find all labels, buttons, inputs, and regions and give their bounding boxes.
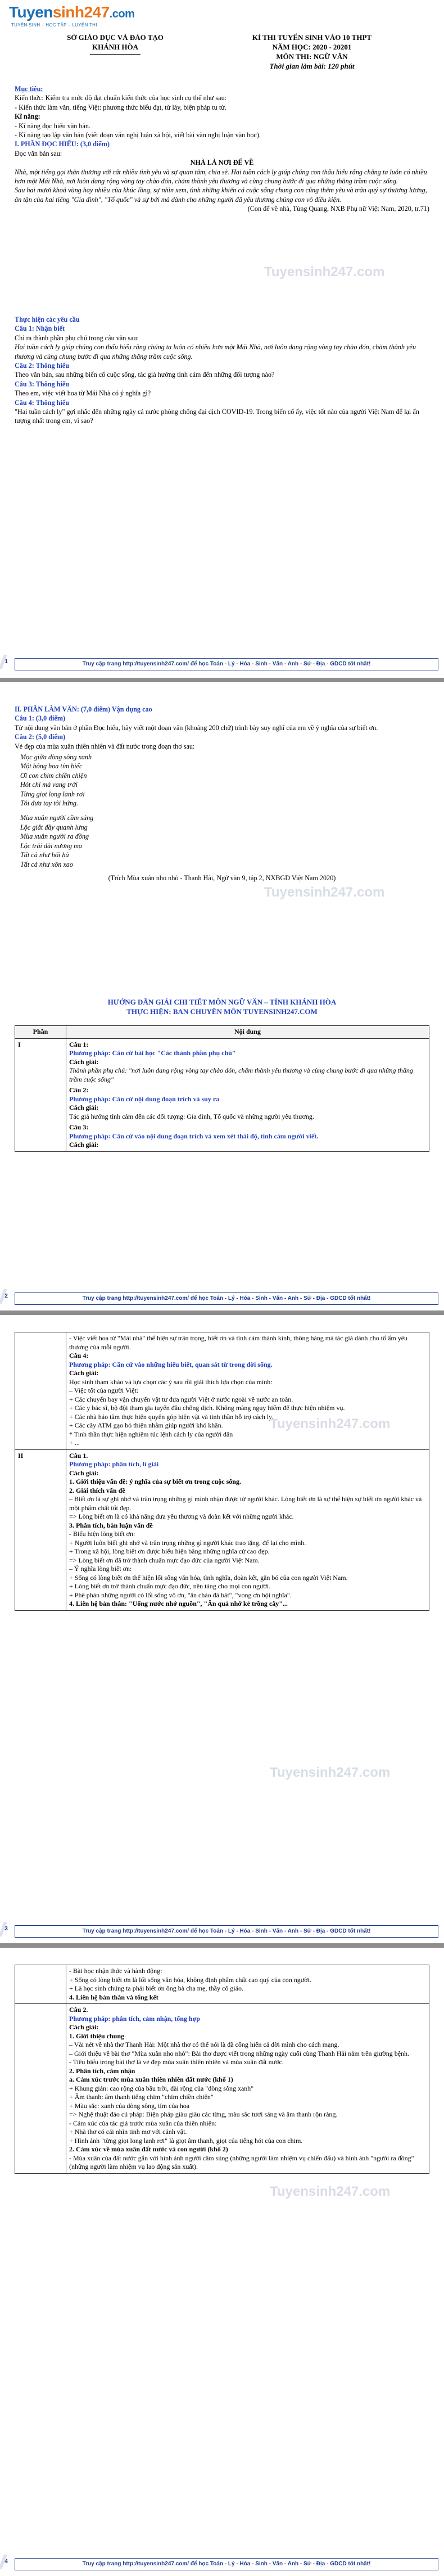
header-right (202, 33, 422, 71)
list-item: 1. Giới thiệu vấn đề: ý nghĩa của sự biết ơn trong cuộc sống. (69, 1478, 241, 1485)
read-prompt: Đọc văn bản sau: (15, 149, 62, 157)
table-row (15, 1038, 429, 1151)
list-item: + Khung giản: cao rộng của bầu trời, dài rộng của "dòng sông xanh" (69, 2084, 254, 2092)
list-item: 4. Liên hệ bản thân: "Uống nước nhớ nguồn", "Ăn quả nhớ kẻ trồng cây"... (69, 1600, 288, 1607)
header-left-rule (90, 54, 141, 55)
part-label (15, 2004, 66, 2174)
c2-title: Câu 2: (5,0 điểm) (15, 733, 66, 741)
list-item: * Tinh thần thực hiện nghiêm túc lệnh cách ly của người dân (69, 1430, 233, 1438)
province-name: KHÁNH HÒA (92, 43, 138, 51)
list-item: + ... (69, 1439, 80, 1447)
list-item: - Biểu hiện lòng biết ơn: (69, 1530, 135, 1538)
method-text: Phương pháp: Căn cứ nội dung đoạn trích và suy ra (69, 1095, 220, 1103)
poem-line: Một bông hoa tím biếc (20, 762, 83, 771)
c1-text: Từ nội dung văn bản ở phần Đọc hiểu, hãy viết một đoạn văn (khoảng 200 chữ) trình bày suy nghĩ của em về ý nghĩa của sự biết ơn. (15, 723, 378, 732)
objectives-title: Mục tiêu: (15, 85, 43, 93)
list-item: + Lòng biết ơn trở thành chuẩn mực đạo đức, nền tảng cho mọi con người. (69, 1582, 271, 1590)
poem-line: Mọc giữa dòng sông xanh (20, 753, 92, 762)
dept-name: SỞ GIÁO DỤC VÀ ĐÀO TẠO (67, 33, 164, 42)
watermark: Tuyensinh247.com (270, 1416, 391, 1431)
passage-title: NHÀ LÀ NƠI ĐỂ VỀ (190, 159, 254, 167)
method-text: Phương pháp: Căn cứ bài học "Các thành phần phụ chú" (69, 1049, 236, 1057)
list-item: + Trong xã hội, lòng biết ơn được biểu hiện bằng những nghĩa cử cao đẹp. (69, 1547, 270, 1555)
poem-line: Mùa xuân người cầm súng (20, 814, 94, 822)
q4-text: "Hai tuần cách ly" gợi nhắc đến những ngày cả nước phòng chống đại dịch COVID-19. Trong biến cố ấy, việc tốt nào của người Việt Nam để lại ấn tượng nhất trong em, vì sao? (15, 408, 419, 425)
list-item: + Là học sinh chúng ta phải biết ơn ông bà cha mẹ, thầy cô giáo. (69, 1984, 244, 1992)
list-item: - Bài học nhận thức và hành động: (69, 1967, 162, 1975)
question-label: Câu 3: (69, 1123, 89, 1131)
question-label: Câu 1: (69, 1040, 89, 1048)
watermark: Tuyensinh247.com (270, 2184, 391, 2199)
footer-link-bar[interactable]: Truy cập trang http://tuyensinh247.com/ để học Toán - Lý - Hóa - Sinh - Văn - Anh - Sử - Địa - GDCD tốt nhất! (15, 658, 438, 670)
table-row (15, 1449, 429, 1610)
answer-cell (66, 2004, 429, 2174)
questions-block (15, 315, 429, 426)
answer-text: Tác giả hướng tình cảm đến các đối tượng: Gia đình, Tổ quốc và những người yêu thương. (69, 1112, 314, 1120)
answer-text: Thành phần phụ chú: "nơi luôn dang rộng vòng tay chào đón, chăm thành yêu thương và cùng chung bước đi qua những thăng trầm cuộc sống" (69, 1066, 413, 1083)
page-number: 2 (2, 1292, 10, 1300)
poem-line: Tôi đưa tay tôi hứng. (20, 799, 79, 808)
logo-tld: .com (109, 8, 135, 20)
q2-text: Theo văn bản, sau những biến cố cuộc sống, tác giả hướng tình cảm đến những đối tượng nào? (15, 371, 275, 379)
logo-tagline: TUYỂN SINH – HỌC TẬP – LUYỆN THI (11, 22, 97, 28)
part-label (15, 1332, 66, 1450)
knowledge-line: Kiến thức: Kiểm tra mức độ đạt chuẩn kiến thức của học sinh cụ thể như sau: (15, 94, 227, 102)
skill-item: - Kĩ năng tạo lập văn bản (viết đoạn văn nghị luận xã hội, viết bài văn nghị luận văn học). (15, 131, 261, 139)
answer-heading (15, 997, 429, 1016)
footer-link-bar[interactable]: Truy cập trang http://tuyensinh247.com/ để học Toán - Lý - Hóa - Sinh - Văn - Anh - Sử - Địa - GDCD tốt nhất! (15, 1292, 438, 1305)
list-item: 1. Giới thiệu chung (69, 2032, 124, 2040)
c1-title: Câu 1: (3,0 điểm) (15, 714, 66, 723)
q2-title: Câu 2: Thông hiểu (15, 362, 69, 370)
list-item: – Việc tốt của người Việt: (69, 1386, 139, 1394)
q4-title: Câu 4: Thông hiểu (15, 398, 69, 407)
logo-part2: sinh247 (52, 3, 110, 21)
table-row (15, 2004, 429, 2174)
page-2 (0, 682, 444, 1310)
list-item: – Giới thiệu về bài thơ "Mùa xuân nho nhỏ": Bài thơ được viết trong những ngày cuối cùng Thanh Hải nằm trên giường bệnh. (69, 2049, 410, 2057)
poem-line: Mùa xuân người ra đồng (20, 832, 89, 841)
list-item: + Các chuyến bay vận chuyển vật tư đưa người Việt ở nước ngoài về nước an toàn. (69, 1395, 293, 1403)
list-item: => Lòng biết ơn là có khả năng đưa yêu thương và đoàn kết với những người khác. (69, 1512, 294, 1520)
site-logo[interactable] (9, 3, 134, 21)
answer-table (15, 1332, 429, 1611)
list-item: => Nghệ thuật đảo cú pháp: Biện pháp giàu giàu các từng, màu sắc tươi sáng và âm thanh rộn ràng. (69, 2110, 338, 2118)
list-item: Cách giải: (69, 1469, 99, 1477)
answer-cell (66, 1449, 429, 1610)
page-3 (0, 1315, 444, 1943)
watermark: Tuyensinh247.com (270, 1765, 391, 1780)
list-item: 2. Cảm xúc về mùa xuân đất nước và con người (khổ 2) (69, 2145, 228, 2153)
page-4 (0, 1948, 444, 2576)
list-item: + Sống có lòng biết ơn thể hiện lối sống văn hóa, tình nghĩa, đoàn kết, gắn bó của con người Việt Nam. (69, 1573, 348, 1582)
solution-label: Cách giải: (69, 1057, 99, 1066)
page-number: 4 (2, 2558, 10, 2566)
q3-title: Câu 3: Thông hiểu (15, 380, 69, 388)
list-item: => Lòng biết ơn đã trở thành chuẩn mực đạo đức của người Việt Nam. (69, 1556, 260, 1564)
subject: MÔN THI: NGỮ VĂN (276, 52, 348, 61)
q1-text: Chỉ ra thành phần phụ chú trong câu văn sau: (15, 334, 139, 342)
skills-title: Kĩ năng: (15, 112, 40, 121)
list-item: 3. Phân tích, bàn luận vấn đề (69, 1521, 153, 1529)
knowledge-item: - Kiến thức làm văn, tiếng Việt: phương thức biểu đạt, từ láy, biện pháp tu từ. (15, 103, 226, 111)
list-item: a. Cảm xúc trước mùa xuân thiên nhiên đất nước (khổ 1) (69, 2075, 233, 2083)
page-1 (0, 0, 444, 678)
list-item: - Mùa xuân của đất nước gắn với hình ảnh người cầm súng (những người làm nhiệm vụ chiến đấu) và hình ảnh "người ra đồng" (những người làm nhiệm vụ lao động sản xuất). (69, 2154, 414, 2170)
list-item: Cách giải: (69, 2023, 99, 2031)
list-item: 2. Giải thích vấn đề (69, 1486, 125, 1494)
poem-stanza-1 (20, 753, 429, 808)
list-item: 4. Liên hệ bản thân và tổng kết (69, 1993, 158, 2001)
list-item: + Các nhà hảo tâm thực hiện quyên góp hiện vật và tinh thần hỗ trợ cách ly. (69, 1412, 274, 1421)
school-year: NĂM HỌC: 2020 - 20201 (272, 43, 352, 51)
list-item: + Các cây ATM gạo bỏ thiện nhằm giúp người khó khăn. (69, 1421, 223, 1429)
part-label (15, 1965, 66, 2004)
poem-line: Ơi con chim chiền chiện (20, 771, 87, 780)
passage-citation: (Con để về nhà, Tùng Quang, NXB Phụ nữ Việt Nam, 2020, tr.71) (247, 205, 429, 213)
skill-item: - Kĩ năng đọc hiểu văn bản. (15, 121, 91, 130)
list-item: Phương pháp: Căn cứ vào những hiểu biết, quan sát từ trong đời sống. (69, 1360, 273, 1368)
q1-quote: Hai tuần cách ly giúp chúng con thấu hiểu rằng chúng ta luôn có nhiều hơn một Mái Nhà, nơi luôn dang rộng vòng tay chào đón, chăm thành yêu thương và cùng chung bước đi qua những thăng trầm cuộc sống. (15, 343, 416, 361)
passage-text: Nhà, một tiếng gọi thân thương với rất nhiều tình yêu và sự quan tâm, chia sẻ. Hai tuần cách ly giúp chúng con thấu hiểu rằng chẳng ta luôn có nhiều hơn một Mái Nhà, nơi luôn dang rộng vòng tay chào đón, chăm thành yêu thương và cùng chung bước đi qua những thăng trầm cuộc sống. (15, 168, 427, 186)
q3-text: Theo em, việc viết hoa từ Mái Nhà có ý nghĩa gì? (15, 389, 151, 398)
logo-part1: Tuyen (9, 3, 53, 21)
list-item: Học sinh tham khảo và lựa chọn các ý sau rồi giải thích lựa chọn của mình: (69, 1377, 273, 1386)
question-label: Câu 2: (69, 1086, 89, 1094)
table-row (15, 1965, 429, 2004)
list-item: + Hình ảnh "từng giọt long lanh rơi" là giọt âm thanh, giọt của tiếng hót của con chim. (69, 2136, 303, 2145)
list-item: - Việc viết hoa từ "Mái nhà" thể hiện sự trân trọng, biết ơn và tình cảm thành kính, thông hàng mà tác giả dành cho tổ ấm yêu thương của mỗi người. (69, 1334, 408, 1351)
col-header-content: Nội dung (66, 1026, 429, 1039)
passage-text-2: Sau hai mươi khoả vùng hay nhiều của khúc lồng, sự nhìn xem, tình những khiến cá cuộc sống chung con cũng thêm yêu và trân quý sự thương lương, ân tận của hai tiếng "Gia đình", "Tổ quốc" và sự bởi mà dành cho những người đã yêu thương chúng con vô điều kiện. (15, 186, 427, 204)
answer-cell (66, 1965, 429, 2004)
poem-line: Từng giọt long lanh rơi (20, 790, 85, 798)
page-number: 3 (2, 1925, 10, 1933)
watermark: Tuyensinh247.com (264, 885, 385, 900)
part1-title: I. PHẦN ĐỌC HIỂU: (3,0 điểm) (15, 140, 110, 148)
list-item: – Biết ơn là sự ghi nhớ và trân trọng những gì mình nhận được từ người khác. Lòng biết ơn là sự thể hiện sự biết ơn người khác và một phẩm chất tốt đẹp. (69, 1495, 422, 1512)
exam-title: KÌ THI TUYỂN SINH VÀO 10 THPT (252, 33, 372, 42)
list-item: – Ý nghĩa lòng biết ơn: (69, 1565, 132, 1573)
poem-line: Lộc giắt đầy quanh lưng (20, 823, 88, 831)
solution-label: Cách giải: (69, 1141, 99, 1149)
poem-line: Hót chi mà vang trời (20, 781, 78, 789)
footer-link-bar[interactable]: Truy cập trang http://tuyensinh247.com/ để học Toán - Lý - Hóa - Sinh - Văn - Anh - Sử - Địa - GDCD tốt nhất! (15, 1925, 438, 1938)
objectives-block (15, 84, 429, 214)
answer-heading-2: THỰC HIỆN: BAN CHUYÊN MÔN TUYENSINH247.COM (126, 1007, 318, 1016)
poem-line: Tất cả như xôn xao (20, 860, 73, 868)
footer-link-bar[interactable]: Truy cập trang http://tuyensinh247.com/ để học Toán - Lý - Hóa - Sinh - Văn - Anh - Sử - Địa - GDCD tốt nhất! (15, 2558, 438, 2570)
part-label: II (15, 1449, 66, 1610)
list-item: + Các y bác sĩ, bộ đội tham gia tuyến đầu chống dịch. Không màng nguy hiểm để thực hiện nhiệm vụ. (69, 1404, 345, 1412)
list-item: + Sống có lòng biết ơn là lối sống văn hóa, không định phẩm chất cao quý của con người. (69, 1975, 311, 1984)
list-item: Cách giải: (69, 1369, 99, 1377)
list-item: Câu 2. (69, 2006, 88, 2014)
list-item: + Người luôn biết ghi nhớ và trân trọng những gì người khác trao tặng, để lại cho mình. (69, 1538, 306, 1547)
part2-title: II. PHẦN LÀM VĂN: (7,0 điểm) Vận dụng cao (15, 705, 152, 713)
list-item: - Tiêu biểu trong bài thơ là vẻ đẹp mùa xuân thiên nhiên và mùa xuân đất nước. (69, 2058, 284, 2066)
answer-heading-1: HƯỚNG DẪN GIẢI CHI TIẾT MÔN NGỮ VĂN – TỈNH KHÁNH HÒA (107, 998, 337, 1006)
list-item: - Cảm xúc của tác giả trước mùa xuân của thiên nhiên: (69, 2119, 217, 2127)
list-item: Câu 4: (69, 1352, 89, 1359)
watermark: Tuyensinh247.com (264, 264, 385, 280)
answer-table (15, 1025, 429, 1152)
exam-time: Thời gian làm bài: 120 phút (269, 62, 355, 70)
c2-text: Vẻ đẹp của mùa xuân thiên nhiên và đất nước trong đoạn thơ sau: (15, 742, 195, 750)
answer-cell (66, 1038, 429, 1151)
poem-stanza-2 (20, 813, 429, 868)
part-label: I (15, 1038, 66, 1151)
writing-part (15, 705, 429, 882)
q1-title: Câu 1: Nhận biết (15, 325, 65, 333)
list-item: Câu 1. (69, 1451, 88, 1460)
list-item: 2. Phân tích, cảm nhận (69, 2066, 135, 2075)
solution-label: Cách giải: (69, 1104, 99, 1111)
list-item: Phương pháp: phân tích, lí giải (69, 1460, 159, 1468)
page-number: 1 (2, 658, 10, 666)
header-left (34, 33, 197, 52)
poem-line: Tất cả như hối hả (20, 851, 69, 859)
list-item: Phương pháp: phân tích, cảm nhận, tổng hợp (69, 2014, 200, 2023)
list-item: – Vài nét về nhà thơ Thanh Hải: Một nhà thơ có thể nói là đã cống hiến cả đời mình cho cách mạng. (69, 2041, 339, 2048)
list-item: + Âm thanh: âm thanh tiếng chim "chim chiền chiện" (69, 2093, 214, 2101)
list-item: + Phê phán những người có lối sống vô ơn, "ăn cháo đá bát", "vong ơn bội nghĩa". (69, 1591, 292, 1599)
answer-table (15, 1965, 429, 2174)
col-header-part: Phần (15, 1026, 66, 1039)
method-text: Phương pháp: Căn cứ vào nội dung đoạn trích và xem xét thái độ, tình cảm người viết. (69, 1132, 319, 1140)
list-item: + Màu sắc: xanh của dòng sông, tím của hoa (69, 2101, 190, 2110)
poem-line: Lộc trải dài nương mạ (20, 841, 82, 850)
list-item: + Nhà thơ có cái nhìn tinh mơ với cảnh vật. (69, 2128, 187, 2136)
poem-citation: (Trích Mùa xuân nho nhỏ - Thanh Hải, Ngữ văn 9, tập 2, NXBGD Việt Nam 2020) (108, 873, 336, 882)
requirements-title: Thực hiện các yêu cầu (15, 316, 80, 323)
